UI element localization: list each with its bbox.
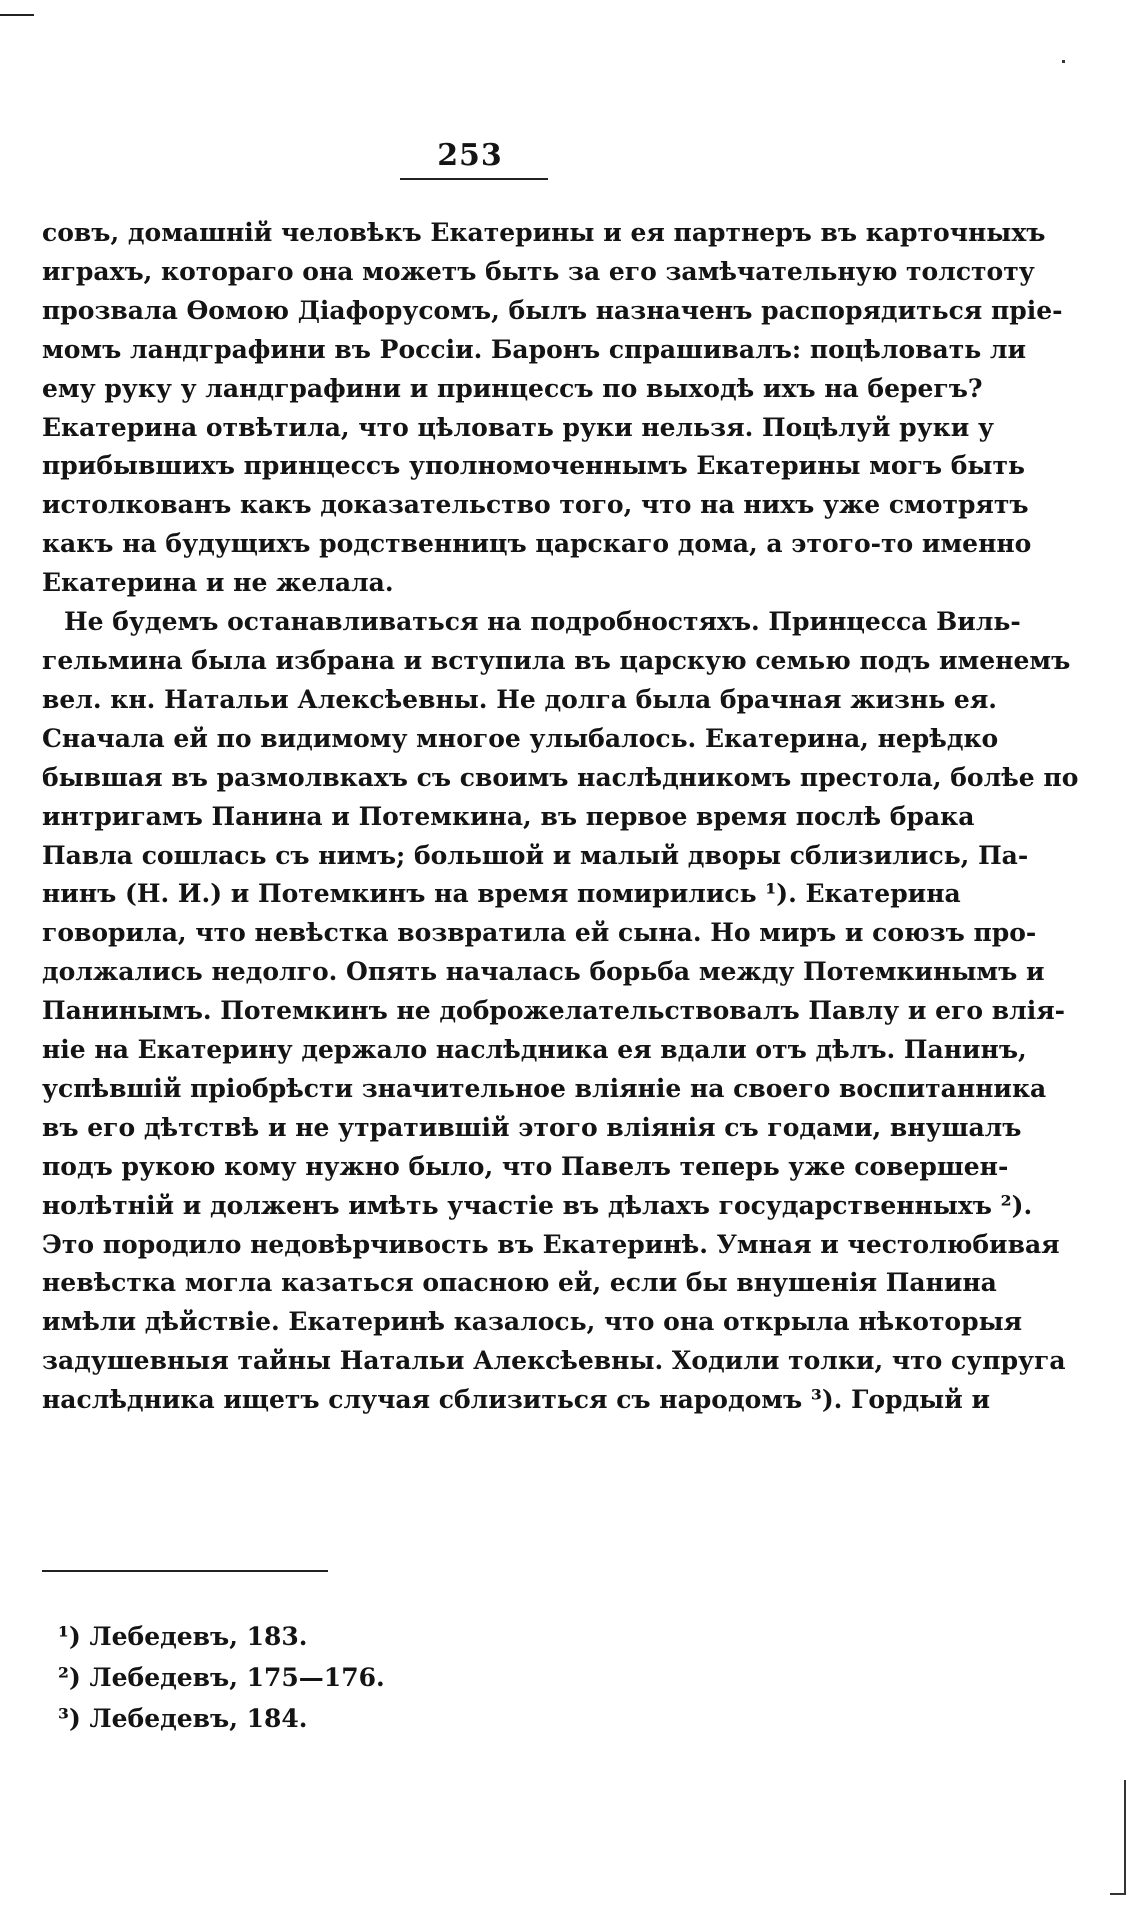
footnote-mark: ²) [58,1663,81,1692]
text-line: Сначала ей по видимому многое улыбалось. Екатерина, нерѣдко [42,723,999,753]
text-line: имѣли дѣйствіе. Екатеринѣ казалось, что она открыла нѣкоторыя [42,1307,1023,1337]
text-line: гельмина была избрана и вступила въ царскую семью подъ именемъ [42,645,1071,675]
text-line: успѣвшій пріобрѣсти значительное вліяніе на своего воспитанника [42,1073,1047,1103]
text-line: Не будемъ останавливаться на подробностяхъ. Принцесса Виль- [64,607,1021,637]
footnote-2 [58,1657,385,1698]
footnotes [58,1616,385,1739]
page-number-rule [400,178,548,180]
text-line: играхъ, котораго она можетъ быть за его замѣчательную толстоту [42,256,1035,286]
text-line: Панинымъ. Потемкинъ не доброжелательствовалъ Павлу и его влія- [42,996,1066,1026]
text-line: прозвала Ѳомою Діафорусомъ, былъ назначенъ распорядиться пріе- [42,295,1063,325]
footnote-text: Лебедевъ, 184. [89,1704,308,1733]
text-line: совъ, домашній человѣкъ Екатерины и ея партнеръ въ карточныхъ [42,218,1046,247]
text-line: какъ на будущихъ родственницъ царскаго дома, а этого-то именно [42,529,1032,559]
text-line: задушевныя тайны Натальи Алексѣевны. Ходили толки, что супруга [42,1346,1066,1376]
footnote-separator [42,1570,328,1572]
text-line: Это породило недовѣрчивость въ Екатеринѣ. Умная и честолюбивая [42,1229,1060,1259]
text-line: наслѣдника ищетъ случая сблизиться съ народомъ ³). Гордый и [42,1385,990,1415]
paragraph-1 [42,214,1063,603]
footnote-text: Лебедевъ, 183. [89,1622,308,1651]
text-line: ніе на Екатерину держало наслѣдника ея вдали отъ дѣлъ. Панинъ, [42,1035,1027,1065]
text-line: интригамъ Панина и Потемкина, въ первое время послѣ брака [42,801,975,831]
scan-margin-line [1124,1780,1126,1895]
text-line: момъ ландграфини въ Россіи. Баронъ спрашивалъ: поцѣловать ли [42,334,1027,364]
scan-corner-mark [0,14,34,16]
text-line: бывшая въ размолвкахъ съ своимъ наслѣдникомъ престола, болѣе по [42,762,1079,792]
text-line: подъ рукою кому нужно было, что Павелъ теперь уже совершен- [42,1151,1009,1181]
text-line: вел. кн. Натальи Алексѣевны. Не долга была брачная жизнь ея. [42,684,998,714]
footnote-text: Лебедевъ, 175—176. [89,1663,385,1692]
text-line: говорила, что невѣстка возвратила ей сына. Но миръ и союзъ про- [42,918,1037,948]
text-line: ему руку у ландграфини и принцессъ по выходѣ ихъ на берегъ? [42,373,983,403]
footnote-1 [58,1616,385,1657]
paragraph-2 [42,603,1079,1420]
page-number: 253 [437,138,503,173]
text-line: должались недолго. Опять началась борьба между Потемкинымъ и [42,957,1045,987]
scan-speck [1062,60,1065,63]
text-line: Павла сошлась съ нимъ; большой и малый дворы сблизились, Па- [42,840,1029,870]
text-line: невѣстка могла казаться опасною ей, если бы внушенія Панина [42,1268,997,1298]
text-line: въ его дѣтствѣ и не утратившій этого вліянія съ годами, внушалъ [42,1112,1022,1142]
text-line: Екатерина отвѣтила, что цѣловать руки нельзя. Поцѣлуй руки у [42,412,994,442]
text-line: нинъ (Н. И.) и Потемкинъ на время помирились ¹). Екатерина [42,879,961,909]
body-text [42,214,1079,1420]
scan-margin-foot [1110,1893,1126,1895]
footnote-mark: ¹) [58,1622,81,1651]
footnote-3 [58,1698,385,1739]
text-line: Екатерина и не желала. [42,568,394,598]
text-line: прибывшихъ принцессъ уполномоченнымъ Екатерины могъ быть [42,451,1025,481]
footnote-mark: ³) [58,1704,81,1733]
text-line: нолѣтній и долженъ имѣть участіе въ дѣлахъ государственныхъ ²). [42,1190,1033,1220]
text-line: истолкованъ какъ доказательство того, что на нихъ уже смотрятъ [42,490,1029,520]
